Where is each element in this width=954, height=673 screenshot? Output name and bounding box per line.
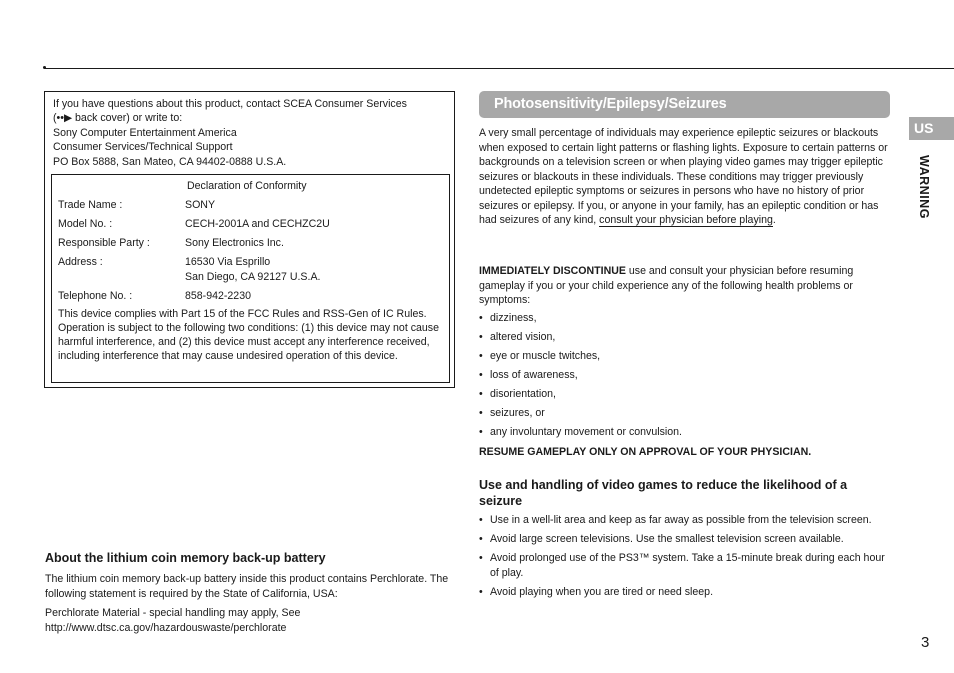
page-number: 3	[921, 634, 930, 651]
top-rule	[44, 68, 954, 69]
list-item: • Avoid prolonged use of the PS3™ system. Take a 15-minute break during each hour of play.	[479, 551, 892, 580]
list-item: • Avoid large screen televisions. Use the smallest television screen available.	[479, 532, 892, 547]
compliance-statement: This device complies with Part 15 of the FCC Rules and RSS-Gen of IC Rules. Operation is subject to the following two conditions: (1) this device may not cause harmful interference, and (2) this device must accept any interference received, including interference that may cause undesired operation of this device.	[58, 308, 439, 362]
row-value: SONY	[185, 199, 216, 211]
list-item: • eye or muscle twitches,	[479, 349, 892, 368]
intro-paragraph	[479, 126, 892, 228]
intro-text: A very small percentage of individuals may experience epileptic seizures or blackouts when exposed to certain light patterns or flashing lights. Exposure to certain patterns or backgrounds on a television screen or when playing video games may trigger epileptic seizures or blackouts in these individuals. These conditions may trigger previously undetected epileptic symptoms or seizures in persons who have no history of prior seizures or epilepsy. If you, or anyone in your family, has an epileptic condition or has had seizures of any kind,	[479, 127, 888, 226]
section-label: WARNING	[917, 155, 931, 219]
row-label: Address :	[58, 256, 103, 268]
row-label: Trade Name :	[58, 199, 123, 211]
list-item: • any involuntary movement or convulsion.	[479, 425, 892, 444]
resume-notice: RESUME GAMEPLAY ONLY ON APPROVAL OF YOUR PHYSICIAN.	[479, 446, 812, 458]
row-label: Telephone No. :	[58, 290, 133, 302]
discontinue-text: use and consult your physician before resuming gameplay if you or your child experience any of the following health problems or symptoms:	[479, 265, 854, 306]
battery-heading: About the lithium coin memory back-up battery	[45, 551, 326, 565]
symptom-list	[479, 311, 892, 444]
contact-line: (••▶ back cover) or write to:	[53, 112, 183, 125]
region-tab	[909, 117, 954, 140]
row-label: Model No. :	[58, 218, 113, 230]
tips-list	[479, 513, 892, 604]
discontinue-paragraph	[479, 264, 892, 308]
declaration-box	[51, 174, 450, 383]
intro-end: .	[772, 214, 776, 226]
list-item: • dizziness,	[479, 311, 892, 330]
contact-line: Sony Computer Entertainment America	[53, 126, 237, 139]
contact-line: Consumer Services/Technical Support	[53, 141, 233, 154]
row-value: Sony Electronics Inc.	[185, 237, 284, 249]
row-label: Responsible Party :	[58, 237, 150, 249]
row-value: San Diego, CA 92127 U.S.A.	[185, 271, 321, 283]
list-item: • loss of awareness,	[479, 368, 892, 387]
battery-text: The lithium coin memory back-up battery inside this product contains Perchlorate. The following statement is required by the State of California, USA:	[45, 573, 449, 600]
battery-statement: Perchlorate Material - special handling may apply, See http://www.dtsc.ca.gov/hazardouswaste/perchlorate	[45, 607, 301, 634]
use-heading: Use and handling of video games to reduce the likelihood of a seizure	[479, 478, 848, 508]
declaration-title: Declaration of Conformity	[187, 180, 307, 192]
list-item: • Use in a well-lit area and keep as far away as possible from the television screen.	[479, 513, 892, 528]
region-label: US	[914, 120, 934, 136]
row-value: CECH-2001A and CECHZC2U	[185, 218, 330, 230]
contact-line: If you have questions about this product, contact SCEA Consumer Services	[53, 98, 407, 110]
list-item: • altered vision,	[479, 330, 892, 349]
section-banner	[479, 91, 890, 118]
row-value: 858-942-2230	[185, 290, 251, 302]
contact-line: PO Box 5888, San Mateo, CA 94402-0888 U.S.A.	[53, 155, 287, 168]
list-item: • seizures, or	[479, 406, 892, 425]
list-item: • Avoid playing when you are tired or need sleep.	[479, 585, 892, 600]
discontinue-bold: IMMEDIATELY DISCONTINUE	[479, 265, 626, 277]
list-item: • disorientation,	[479, 387, 892, 406]
row-value: 16530 Via Esprillo	[185, 256, 271, 268]
intro-underlined: consult your physician before playing	[599, 214, 773, 226]
section-title: Photosensitivity/Epilepsy/Seizures	[494, 96, 727, 112]
